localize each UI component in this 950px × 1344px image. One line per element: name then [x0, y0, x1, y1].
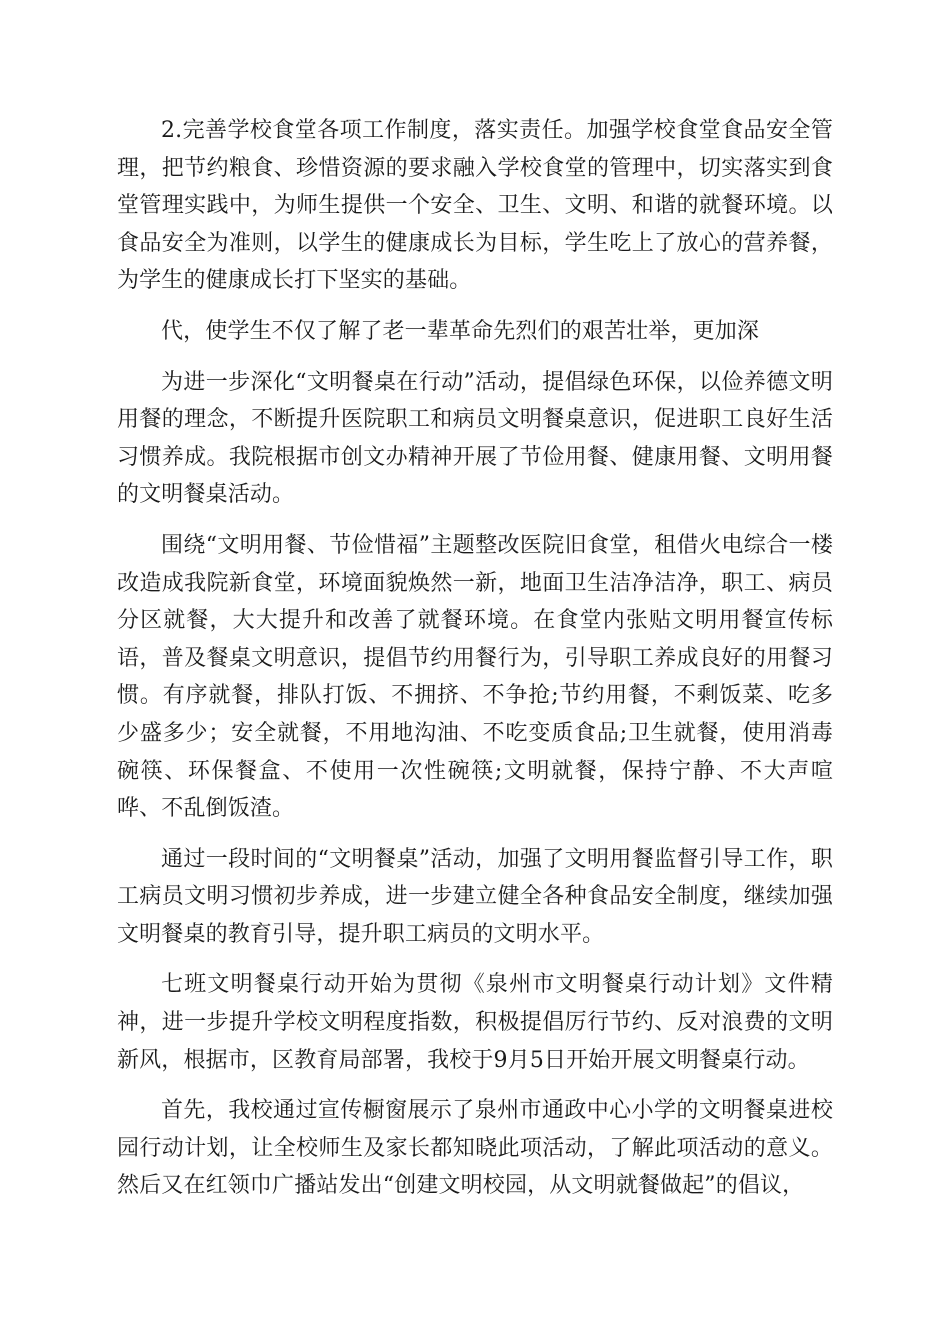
paragraph-canteen-system: 2.完善学校食堂各项工作制度，落实责任。加强学校食堂食品安全管理，把节约粮食、珍惜资源的要求融入学校食堂的管理中，切实落实到食堂管理实践中，为师生提供一个安全、卫生、文明、和谐的就餐环境。以食品安全为准则，以学生的健康成长为目标，学生吃上了放心的营养餐，为学生的健康成长打下坚实的基础。	[117, 118, 833, 294]
paragraph-class-seven-action: 七班文明餐桌行动开始为贯彻《泉州市文明餐桌行动计划》文件精神，进一步提升学校文明程度指数，积极提倡厉行节约、反对浪费的文明新风，根据市，区教育局部署，我校于9月5日开始开展文明餐桌行动。	[117, 972, 833, 1073]
paragraph-revolution-fragment: 代，使学生不仅了解了老一辈革命先烈们的艰苦壮举，更加深	[161, 318, 760, 344]
paragraph-activity-results: 通过一段时间的“文明餐桌”活动，加强了文明用餐监督引导工作，职工病员文明习惯初步养成，进一步建立健全各种食品安全制度，继续加强文明餐桌的教育引导，提升职工病员的文明水平。	[117, 846, 833, 947]
paragraph-canteen-renovation: 围绕“文明用餐、节俭惜福”主题整改医院旧食堂，租借火电综合一楼改造成我院新食堂，环境面貌焕然一新，地面卫生洁净洁净，职工、病员分区就餐，大大提升和改善了就餐环境。在食堂内张贴文明用餐宣传标语，普及餐桌文明意识，提倡节约用餐行为，引导职工养成良好的用餐习惯。有序就餐，排队打饭、不拥挤、不争抢;节约用餐，不剩饭菜、吃多少盛多少；安全就餐，不用地沟油、不吃变质食品;卫生就餐，使用消毒碗筷、环保餐盒、不使用一次性碗筷;文明就餐，保持宁静、不大声喧哗、不乱倒饭渣。	[117, 532, 833, 822]
document-body	[117, 112, 833, 1218]
paragraph-hospital-intro: 为进一步深化“文明餐桌在行动”活动，提倡绿色环保，以俭养德文明用餐的理念，不断提升医院职工和病员文明餐桌意识，促进职工良好生活习惯养成。我院根据市创文办精神开展了节俭用餐、健康用餐、文明用餐的文明餐桌活动。	[117, 369, 833, 508]
paragraph-school-publicity: 首先，我校通过宣传橱窗展示了泉州市通政中心小学的文明餐桌进校园行动计划，让全校师生及家长都知晓此项活动，了解此项活动的意义。然后又在红领巾广播站发出“创建文明校园，从文明就餐做起”的倡议，	[117, 1098, 833, 1199]
